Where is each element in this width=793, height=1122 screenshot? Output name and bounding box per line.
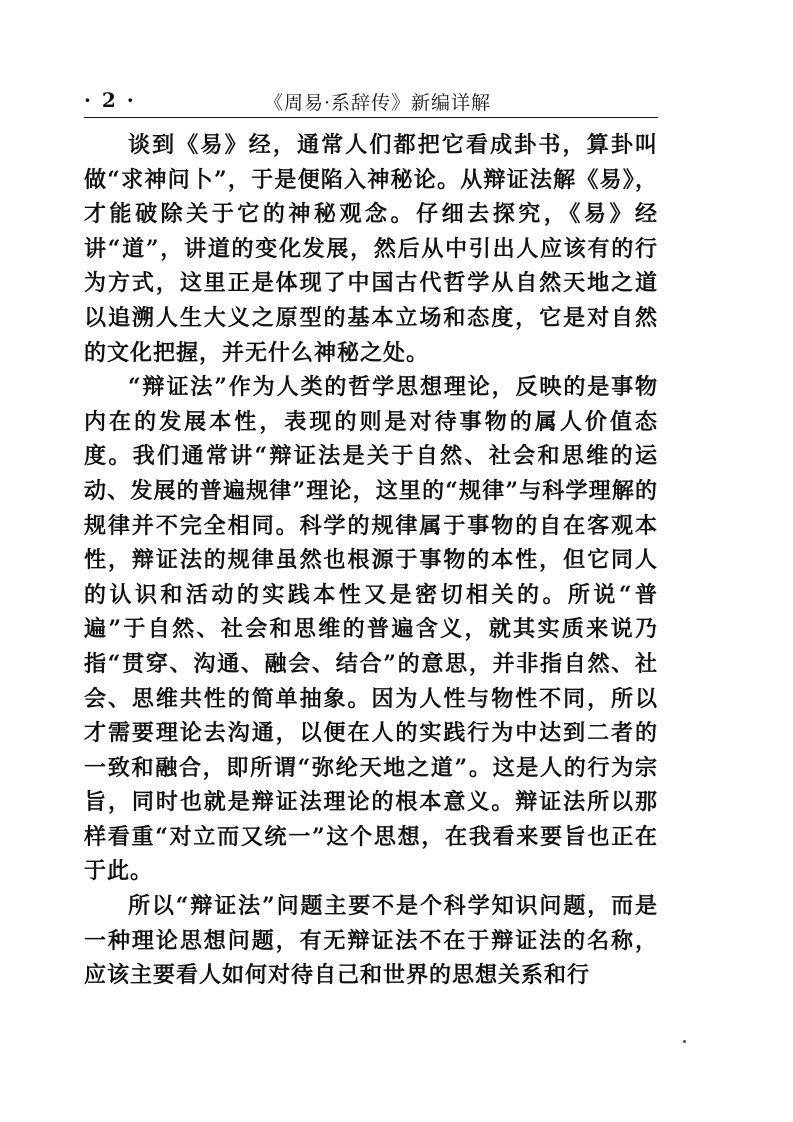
header-rule bbox=[84, 117, 658, 118]
body-text bbox=[84, 128, 658, 993]
page-header bbox=[84, 82, 658, 116]
paragraph-3: 所以“辩证法”问题主要不是个科学知识问题，而是一种理论思想问题，有无辩证法不在于辩证法的名称，应该主要看人如何对待自己和世界的思想关系和行 bbox=[84, 893, 658, 989]
paragraph-2: “辩证法”作为人类的哲学思想理论，反映的是事物内在的发展本性，表现的则是对待事物的属人价值态度。我们通常讲“辩证法是关于自然、社会和思维的运动、发展的普遍规律”理论，这里的“规律”与科学理解的规律并不完全相同。科学的规律属于事物的自在客观本性，辩证法的规律虽然也根源于事物的本性，但它同人的认识和活动的实践本性又是密切相关的。所说“普遍”于自然、社会和思维的普遍含义，就其实质来说乃指“贯穿、沟通、融会、结合”的意思，并非指自然、社会、思维共性的简单抽象。因为人性与物性不同，所以才需要理论去沟通，以便在人的实践行为中达到二者的一致和融合，即所谓“弥纶天地之道”。这是人的行为宗旨，同时也就是辩证法理论的根本意义。辩证法所以那样看重“对立而又统一”这个思想，在我看来要旨也正在于此。 bbox=[84, 374, 658, 885]
paragraph-1: 谈到《易》经，通常人们都把它看成卦书，算卦叫做“求神问卜”，于是便陷入神秘论。从辩证法解《易》，才能破除关于它的神秘观念。仔细去探究，《易》经讲“道”，讲道的变化发展，然后从中引出人应该有的行为方式，这里正是体现了中国古代哲学从自然天地之道以追溯人生大义之原型的基本立场和态度，它是对自然的文化把握，并无什么神秘之处。 bbox=[84, 132, 658, 366]
scan-speck bbox=[683, 1040, 686, 1043]
running-title: 《周易·系辞传》新编详解 bbox=[264, 92, 492, 114]
page-number: · 2 · bbox=[84, 88, 136, 112]
